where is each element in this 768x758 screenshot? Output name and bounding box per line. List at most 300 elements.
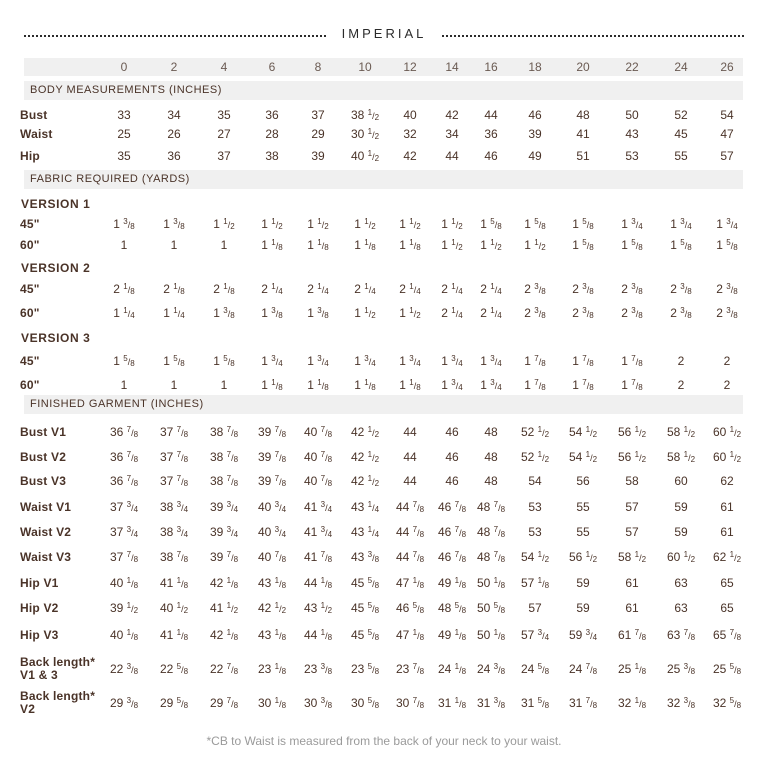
table-cell: 2 $^3/_8$ — [621, 282, 643, 296]
table-cell: 33 — [117, 108, 131, 122]
table-cell: 59 — [674, 500, 688, 514]
table-cell: 54 $^1/_2$ — [568, 450, 598, 464]
table-cell: 2 $^1/_4$ — [441, 282, 463, 296]
table-cell: 55 — [576, 525, 590, 539]
table-cell: 53 — [625, 149, 639, 163]
table-cell: 1 $^3/_8$ — [113, 217, 135, 231]
table-cell: 42 $^1/_2$ — [350, 425, 380, 439]
row-label: 60" — [20, 237, 40, 252]
table-cell: 27 — [217, 127, 231, 141]
table-cell: 60 $^1/_2$ — [666, 550, 696, 564]
table-cell: 39 — [311, 149, 325, 163]
table-cell: 47 $^1/_8$ — [395, 628, 425, 642]
table-cell: 42 $^1/_2$ — [257, 601, 287, 615]
table-cell: 39 $^3/_4$ — [209, 525, 239, 539]
table-cell: 39 $^7/_8$ — [257, 450, 287, 464]
table-cell: 41 $^7/_8$ — [303, 550, 333, 564]
table-cell: 46 — [445, 450, 459, 464]
table-cell: 41 — [576, 127, 590, 141]
row-label: 45" — [20, 281, 40, 296]
table-cell: 43 $^1/_4$ — [350, 500, 380, 514]
table-cell: 1 $^3/_4$ — [480, 378, 502, 392]
table-cell: 2 $^1/_4$ — [480, 306, 502, 320]
table-cell: 43 — [625, 127, 639, 141]
table-cell: 1 $^5/_8$ — [670, 238, 692, 252]
table-cell: 61 — [720, 500, 734, 514]
row-label: Waist V1 — [20, 499, 72, 514]
table-cell: 56 $^1/_2$ — [617, 450, 647, 464]
row-label: 60" — [20, 305, 40, 320]
table-cell: 60 — [674, 474, 688, 488]
table-cell: 48 — [484, 450, 498, 464]
table-cell: 2 $^1/_8$ — [163, 282, 185, 296]
table-cell: 46 $^7/_8$ — [437, 550, 467, 564]
table-cell: 2 $^3/_8$ — [670, 282, 692, 296]
table-cell: 23 $^3/_8$ — [303, 662, 333, 676]
table-cell: 1 $^3/_8$ — [261, 306, 283, 320]
table-cell: 48 $^7/_8$ — [476, 500, 506, 514]
table-cell: 48 — [484, 425, 498, 439]
size-header-6: 6 — [268, 60, 276, 74]
row-label: 45" — [20, 353, 40, 368]
table-cell: 25 $^1/_8$ — [617, 662, 647, 676]
table-cell: 62 $^1/_2$ — [712, 550, 742, 564]
row-label: Bust V1 — [20, 424, 67, 439]
table-cell: 42 — [403, 149, 417, 163]
size-header-18: 18 — [528, 60, 542, 74]
table-cell: 1 — [120, 238, 128, 252]
row-label: Waist V2 — [20, 524, 72, 539]
table-cell: 63 — [674, 601, 688, 615]
table-cell: 44 $^7/_8$ — [395, 525, 425, 539]
table-cell: 1 $^5/_8$ — [213, 354, 235, 368]
table-cell: 56 — [576, 474, 590, 488]
table-cell: 57 — [625, 500, 639, 514]
table-cell: 1 $^1/_2$ — [213, 217, 235, 231]
table-cell: 44 — [403, 450, 417, 464]
table-cell: 1 $^7/_8$ — [621, 378, 643, 392]
table-cell: 50 $^1/_8$ — [476, 576, 506, 590]
page-title: IMPERIAL — [341, 26, 427, 41]
table-cell: 1 $^3/_8$ — [163, 217, 185, 231]
table-cell: 59 — [674, 525, 688, 539]
table-cell: 50 — [625, 108, 639, 122]
table-cell: 55 — [674, 149, 688, 163]
table-cell: 1 $^1/_8$ — [399, 378, 421, 392]
table-cell: 2 $^3/_8$ — [716, 306, 738, 320]
table-cell: 22 $^3/_8$ — [109, 662, 139, 676]
table-cell: 1 $^3/_4$ — [441, 378, 463, 392]
table-cell: 31 $^7/_8$ — [568, 696, 598, 710]
table-cell: 1 $^1/_4$ — [163, 306, 185, 320]
table-cell: 1 $^5/_8$ — [480, 217, 502, 231]
table-cell: 61 — [625, 601, 639, 615]
table-cell: 1 $^3/_4$ — [441, 354, 463, 368]
table-cell: 35 — [117, 149, 131, 163]
table-cell: 38 — [265, 149, 279, 163]
table-cell: 1 $^7/_8$ — [621, 354, 643, 368]
table-cell: 25 $^5/_8$ — [712, 662, 742, 676]
table-cell: 59 $^3/_4$ — [568, 628, 598, 642]
table-cell: 50 $^5/_8$ — [476, 601, 506, 615]
table-cell: 2 — [723, 354, 731, 368]
table-cell: 32 $^3/_8$ — [666, 696, 696, 710]
table-cell: 1 $^3/_4$ — [716, 217, 738, 231]
table-cell: 2 $^1/_8$ — [213, 282, 235, 296]
table-cell: 23 $^5/_8$ — [350, 662, 380, 676]
table-cell: 1 $^1/_2$ — [480, 238, 502, 252]
table-cell: 1 $^1/_8$ — [307, 238, 329, 252]
table-cell: 46 $^7/_8$ — [437, 525, 467, 539]
table-cell: 24 $^7/_8$ — [568, 662, 598, 676]
table-cell: 1 $^1/_8$ — [399, 238, 421, 252]
table-cell: 1 $^5/_8$ — [572, 238, 594, 252]
table-cell: 37 $^7/_8$ — [159, 450, 189, 464]
table-cell: 53 — [528, 500, 542, 514]
table-cell: 1 — [120, 378, 128, 392]
table-cell: 1 — [170, 238, 178, 252]
table-cell: 1 $^5/_8$ — [163, 354, 185, 368]
table-cell: 24 $^3/_8$ — [476, 662, 506, 676]
table-cell: 2 $^1/_8$ — [113, 282, 135, 296]
table-cell: 32 — [403, 127, 417, 141]
table-cell: 62 — [720, 474, 734, 488]
table-cell: 56 $^1/_2$ — [617, 425, 647, 439]
size-header-0: 0 — [120, 60, 128, 74]
table-cell: 44 $^1/_8$ — [303, 628, 333, 642]
title-divider-right — [442, 35, 744, 37]
table-cell: 48 $^5/_8$ — [437, 601, 467, 615]
table-cell: 36 $^7/_8$ — [109, 450, 139, 464]
table-cell: 29 — [311, 127, 325, 141]
table-cell: 30 $^3/_8$ — [303, 696, 333, 710]
table-cell: 54 — [720, 108, 734, 122]
row-label: Hip — [20, 148, 40, 163]
size-header-12: 12 — [403, 60, 417, 74]
table-cell: 36 — [484, 127, 498, 141]
row-label: Bust V3 — [20, 473, 67, 488]
table-cell: 2 $^3/_8$ — [621, 306, 643, 320]
table-cell: 49 — [528, 149, 542, 163]
table-cell: 2 — [677, 378, 685, 392]
table-cell: 49 $^1/_8$ — [437, 576, 467, 590]
table-cell: 1 $^7/_8$ — [572, 354, 594, 368]
row-label: Bust — [20, 107, 48, 122]
table-cell: 1 $^7/_8$ — [572, 378, 594, 392]
table-cell: 57 — [720, 149, 734, 163]
table-cell: 1 $^3/_4$ — [399, 354, 421, 368]
table-cell: 1 $^1/_2$ — [441, 238, 463, 252]
table-cell: 40 $^7/_8$ — [303, 450, 333, 464]
table-cell: 2 — [723, 378, 731, 392]
table-cell: 54 $^1/_2$ — [568, 425, 598, 439]
table-cell: 44 — [403, 474, 417, 488]
table-cell: 1 — [220, 238, 228, 252]
table-cell: 44 — [484, 108, 498, 122]
table-cell: 52 — [674, 108, 688, 122]
table-cell: 36 $^7/_8$ — [109, 474, 139, 488]
table-cell: 23 $^1/_8$ — [257, 662, 287, 676]
table-cell: 1 $^1/_8$ — [261, 378, 283, 392]
table-cell: 32 $^1/_8$ — [617, 696, 647, 710]
table-cell: 1 $^1/_8$ — [354, 238, 376, 252]
table-cell: 41 $^3/_4$ — [303, 500, 333, 514]
table-cell: 2 $^1/_4$ — [399, 282, 421, 296]
table-cell: 1 $^5/_8$ — [621, 238, 643, 252]
table-cell: 40 $^1/_8$ — [109, 628, 139, 642]
table-cell: 1 $^3/_4$ — [480, 354, 502, 368]
table-cell: 1 $^5/_8$ — [113, 354, 135, 368]
table-cell: 46 $^7/_8$ — [437, 500, 467, 514]
table-cell: 39 $^7/_8$ — [257, 425, 287, 439]
table-cell: 45 $^5/_8$ — [350, 628, 380, 642]
table-cell: 57 $^3/_4$ — [520, 628, 550, 642]
table-cell: 40 — [403, 108, 417, 122]
table-cell: 1 — [170, 378, 178, 392]
table-cell: 58 $^1/_2$ — [666, 425, 696, 439]
table-cell: 22 $^7/_8$ — [209, 662, 239, 676]
table-cell: 60 $^1/_2$ — [712, 450, 742, 464]
table-cell: 61 $^7/_8$ — [617, 628, 647, 642]
table-cell: 48 $^7/_8$ — [476, 550, 506, 564]
table-cell: 2 — [677, 354, 685, 368]
size-header-20: 20 — [576, 60, 590, 74]
table-cell: 38 $^7/_8$ — [209, 425, 239, 439]
table-cell: 61 — [625, 576, 639, 590]
table-cell: 48 — [484, 474, 498, 488]
row-label: Waist V3 — [20, 549, 72, 564]
table-cell: 1 $^3/_8$ — [307, 306, 329, 320]
table-cell: 2 $^1/_4$ — [354, 282, 376, 296]
table-cell: 52 $^1/_2$ — [520, 425, 550, 439]
table-cell: 59 — [576, 601, 590, 615]
table-cell: 40 $^1/_8$ — [109, 576, 139, 590]
table-cell: 36 — [167, 149, 181, 163]
table-cell: 43 $^3/_8$ — [350, 550, 380, 564]
table-cell: 46 $^5/_8$ — [395, 601, 425, 615]
table-cell: 38 $^3/_4$ — [159, 500, 189, 514]
table-cell: 1 $^7/_8$ — [524, 378, 546, 392]
table-cell: 38 $^7/_8$ — [159, 550, 189, 564]
size-header-14: 14 — [445, 60, 459, 74]
size-header-26: 26 — [720, 60, 734, 74]
table-cell: 30 $^1/_8$ — [257, 696, 287, 710]
table-cell: 39 $^7/_8$ — [209, 550, 239, 564]
table-cell: 30 $^5/_8$ — [350, 696, 380, 710]
table-cell: 39 $^7/_8$ — [257, 474, 287, 488]
table-cell: 44 $^1/_8$ — [303, 576, 333, 590]
table-cell: 45 $^5/_8$ — [350, 601, 380, 615]
table-cell: 52 $^1/_2$ — [520, 450, 550, 464]
table-cell: 22 $^5/_8$ — [159, 662, 189, 676]
table-cell: 30 $^1/_2$ — [350, 127, 380, 141]
table-cell: 46 — [484, 149, 498, 163]
table-cell: 39 $^1/_2$ — [109, 601, 139, 615]
row-label: Back length* V2 — [20, 689, 96, 716]
table-cell: 63 $^7/_8$ — [666, 628, 696, 642]
table-cell: 40 $^7/_8$ — [303, 474, 333, 488]
table-cell: 39 $^3/_4$ — [209, 500, 239, 514]
table-cell: 55 — [576, 500, 590, 514]
size-header-22: 22 — [625, 60, 639, 74]
table-cell: 37 — [311, 108, 325, 122]
table-cell: 40 $^3/_4$ — [257, 525, 287, 539]
size-header-16: 16 — [484, 60, 498, 74]
table-cell: 35 — [217, 108, 231, 122]
table-cell: 44 — [445, 149, 459, 163]
table-cell: 47 — [720, 127, 734, 141]
table-cell: 43 $^1/_8$ — [257, 628, 287, 642]
table-cell: 2 $^1/_4$ — [480, 282, 502, 296]
table-cell: 36 — [265, 108, 279, 122]
table-cell: 48 — [576, 108, 590, 122]
row-label: Waist — [20, 126, 53, 141]
table-cell: 1 $^5/_8$ — [524, 217, 546, 231]
version-heading-version-1: VERSION 1 — [21, 197, 91, 211]
size-header-4: 4 — [220, 60, 228, 74]
table-cell: 44 — [403, 425, 417, 439]
table-cell: 30 $^7/_8$ — [395, 696, 425, 710]
table-cell: 1 $^1/_8$ — [307, 378, 329, 392]
table-cell: 53 — [528, 525, 542, 539]
table-cell: 44 $^7/_8$ — [395, 550, 425, 564]
table-cell: 41 $^1/_8$ — [159, 576, 189, 590]
table-cell: 40 $^7/_8$ — [303, 425, 333, 439]
table-cell: 57 — [625, 525, 639, 539]
table-cell: 42 $^1/_8$ — [209, 576, 239, 590]
table-cell: 41 $^3/_4$ — [303, 525, 333, 539]
table-cell: 43 $^1/_2$ — [303, 601, 333, 615]
table-cell: 54 $^1/_2$ — [520, 550, 550, 564]
table-cell: 28 — [265, 127, 279, 141]
table-cell: 46 — [445, 474, 459, 488]
row-label: Hip V2 — [20, 600, 59, 615]
table-cell: 32 $^5/_8$ — [712, 696, 742, 710]
table-cell: 43 $^1/_8$ — [257, 576, 287, 590]
table-cell: 31 $^5/_8$ — [520, 696, 550, 710]
table-cell: 1 $^3/_8$ — [213, 306, 235, 320]
table-cell: 37 $^7/_8$ — [109, 550, 139, 564]
row-label: Back length* V1 & 3 — [20, 655, 96, 682]
table-cell: 65 $^7/_8$ — [712, 628, 742, 642]
row-label: Hip V3 — [20, 627, 59, 642]
table-cell: 2 $^3/_8$ — [524, 306, 546, 320]
table-cell: 42 — [445, 108, 459, 122]
section-heading: FINISHED GARMENT (INCHES) — [30, 398, 204, 410]
table-cell: 1 $^1/_2$ — [399, 217, 421, 231]
table-cell: 24 $^5/_8$ — [520, 662, 550, 676]
table-cell: 37 $^7/_8$ — [159, 425, 189, 439]
table-cell: 42 $^1/_8$ — [209, 628, 239, 642]
table-cell: 44 $^7/_8$ — [395, 500, 425, 514]
table-cell: 1 $^1/_8$ — [261, 238, 283, 252]
table-cell: 40 $^1/_2$ — [350, 149, 380, 163]
table-cell: 34 — [445, 127, 459, 141]
table-cell: 1 $^7/_8$ — [524, 354, 546, 368]
table-cell: 1 $^5/_8$ — [716, 238, 738, 252]
table-cell: 59 — [576, 576, 590, 590]
table-cell: 2 $^1/_4$ — [307, 282, 329, 296]
table-cell: 1 — [220, 378, 228, 392]
table-cell: 2 $^3/_8$ — [572, 282, 594, 296]
table-cell: 51 — [576, 149, 590, 163]
table-cell: 29 $^7/_8$ — [209, 696, 239, 710]
table-cell: 29 $^3/_8$ — [109, 696, 139, 710]
table-cell: 38 $^3/_4$ — [159, 525, 189, 539]
table-cell: 1 $^1/_2$ — [441, 217, 463, 231]
table-cell: 1 $^1/_8$ — [354, 378, 376, 392]
section-heading: BODY MEASUREMENTS (INCHES) — [30, 84, 222, 96]
table-cell: 54 — [528, 474, 542, 488]
table-cell: 2 $^3/_8$ — [572, 306, 594, 320]
table-cell: 40 $^1/_2$ — [159, 601, 189, 615]
table-cell: 2 $^1/_4$ — [441, 306, 463, 320]
section-heading: FABRIC REQUIRED (YARDS) — [30, 173, 190, 185]
footnote: *CB to Waist is measured from the back of your neck to your waist. — [206, 734, 562, 748]
table-cell: 57 $^1/_8$ — [520, 576, 550, 590]
table-cell: 58 $^1/_2$ — [666, 450, 696, 464]
table-cell: 37 $^7/_8$ — [159, 474, 189, 488]
table-cell: 37 — [217, 149, 231, 163]
table-cell: 1 $^5/_8$ — [572, 217, 594, 231]
table-cell: 38 $^7/_8$ — [209, 474, 239, 488]
table-cell: 31 $^1/_8$ — [437, 696, 467, 710]
table-cell: 50 $^1/_8$ — [476, 628, 506, 642]
table-cell: 41 $^1/_2$ — [209, 601, 239, 615]
version-heading-version-2: VERSION 2 — [21, 261, 91, 275]
size-header-24: 24 — [674, 60, 688, 74]
table-cell: 26 — [167, 127, 181, 141]
table-cell: 37 $^3/_4$ — [109, 525, 139, 539]
table-cell: 25 $^3/_8$ — [666, 662, 696, 676]
table-cell: 38 $^7/_8$ — [209, 450, 239, 464]
table-cell: 24 $^1/_8$ — [437, 662, 467, 676]
table-cell: 42 $^1/_2$ — [350, 474, 380, 488]
table-cell: 46 — [445, 425, 459, 439]
table-cell: 40 $^7/_8$ — [257, 550, 287, 564]
table-cell: 41 $^1/_8$ — [159, 628, 189, 642]
table-cell: 49 $^1/_8$ — [437, 628, 467, 642]
table-cell: 45 $^5/_8$ — [350, 576, 380, 590]
table-cell: 2 $^3/_8$ — [524, 282, 546, 296]
table-cell: 1 $^1/_2$ — [524, 238, 546, 252]
table-cell: 61 — [720, 525, 734, 539]
table-cell: 1 $^1/_2$ — [399, 306, 421, 320]
table-cell: 63 — [674, 576, 688, 590]
table-cell: 58 — [625, 474, 639, 488]
table-cell: 1 $^3/_4$ — [670, 217, 692, 231]
table-cell: 65 — [720, 576, 734, 590]
table-cell: 2 $^3/_8$ — [670, 306, 692, 320]
table-cell: 58 $^1/_2$ — [617, 550, 647, 564]
table-cell: 1 $^1/_2$ — [261, 217, 283, 231]
table-cell: 1 $^1/_2$ — [354, 217, 376, 231]
table-cell: 57 — [528, 601, 542, 615]
row-label: Hip V1 — [20, 575, 59, 590]
table-cell: 42 $^1/_2$ — [350, 450, 380, 464]
table-cell: 45 — [674, 127, 688, 141]
table-cell: 31 $^3/_8$ — [476, 696, 506, 710]
table-cell: 46 — [528, 108, 542, 122]
table-title — [24, 22, 744, 48]
table-cell: 23 $^7/_8$ — [395, 662, 425, 676]
version-heading-version-3: VERSION 3 — [21, 331, 91, 345]
table-cell: 25 — [117, 127, 131, 141]
table-cell: 1 $^3/_4$ — [354, 354, 376, 368]
table-cell: 1 $^3/_4$ — [261, 354, 283, 368]
table-cell: 2 $^1/_4$ — [261, 282, 283, 296]
table-cell: 29 $^5/_8$ — [159, 696, 189, 710]
